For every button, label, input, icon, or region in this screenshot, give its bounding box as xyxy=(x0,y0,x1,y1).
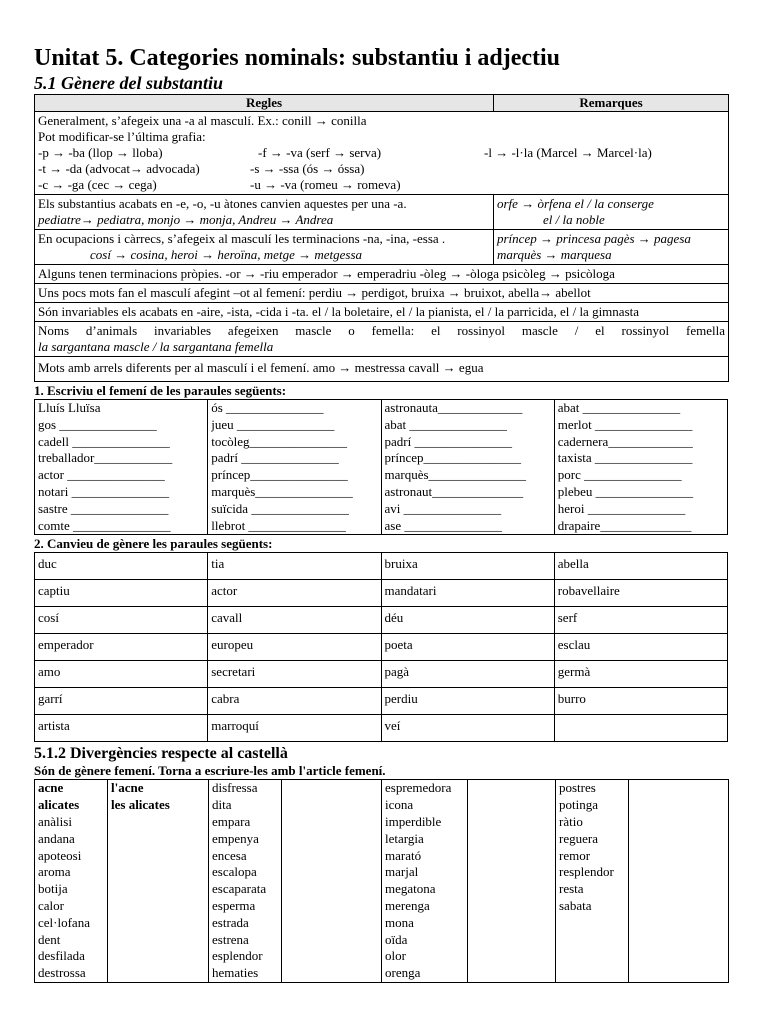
list-item: cadernera_____________ xyxy=(557,433,693,449)
list-item: apoteosi xyxy=(38,847,82,863)
table-cell: tia xyxy=(208,553,381,580)
exercise1-column xyxy=(554,400,727,535)
list-item: hematies xyxy=(212,965,259,981)
table-cell: captiu xyxy=(35,580,208,607)
list-item: reguera xyxy=(559,830,598,846)
list-item: megatona xyxy=(385,881,436,897)
table-cell: cabra xyxy=(208,688,381,715)
list-item: abat _______________ xyxy=(384,416,507,432)
table-cell: abella xyxy=(554,553,727,580)
list-item: resplendor xyxy=(559,864,614,880)
rule-line: En ocupacions i càrrecs, s’afegeix al masculí les terminacions -na, -ina, -essa . xyxy=(38,231,446,246)
list-item: plebeu _______________ xyxy=(557,483,694,499)
list-item: notari _______________ xyxy=(38,483,170,499)
divergences-column xyxy=(556,780,629,983)
list-item: llebrot _______________ xyxy=(211,517,346,533)
remark-line: príncep → princesa pagès → pagesa xyxy=(497,231,691,246)
list-item: taxista _______________ xyxy=(557,450,693,466)
list-item: imperdible xyxy=(385,813,442,829)
rule-example: -u → -va (romeu → romeva) xyxy=(250,177,401,192)
exercise1-column xyxy=(208,400,381,535)
remark-line: marquès → marquesa xyxy=(497,247,612,262)
exercise1-heading: 1. Escriviu el femení de les paraules següents: xyxy=(34,383,287,398)
list-item: calor xyxy=(38,897,64,913)
list-item: ase _______________ xyxy=(384,517,502,533)
table-cell: mandatari xyxy=(381,580,554,607)
list-item: alicates xyxy=(38,797,80,813)
rule-line: Pot modificar-se l’última grafia: xyxy=(38,129,206,144)
table-cell: duc xyxy=(35,553,208,580)
list-item: icona xyxy=(385,797,414,813)
table-cell: déu xyxy=(381,607,554,634)
exercise2-heading: 2. Canvieu de gènere les paraules següents: xyxy=(34,536,273,552)
list-item: suïcida _______________ xyxy=(211,500,349,516)
rule-ot: Uns pocs mots fan el masculí afegint –ot al femení: perdiu → perdigot, bruixa → bruixot, abella→ abellot xyxy=(35,284,729,303)
list-item: padrí _______________ xyxy=(211,450,339,466)
rule-invariable: Són invariables els acabats en -aire, -ista, -cida i -ta. el / la boletaire, el / la pianista, el / la parricida, el / la gimnasta xyxy=(35,303,729,322)
table-cell: serf xyxy=(554,607,727,634)
exercise2-table xyxy=(34,552,728,742)
rule-example: pediatre→ pediatra, monjo → monja, Andreu → Andrea xyxy=(38,212,334,227)
list-item: ràtio xyxy=(559,813,583,829)
rules-table xyxy=(34,94,729,382)
list-item: anàlisi xyxy=(38,813,72,829)
table-cell: perdiu xyxy=(381,688,554,715)
list-item: merlot _______________ xyxy=(557,416,693,432)
list-item: padrí _______________ xyxy=(384,433,512,449)
table-cell: cavall xyxy=(208,607,381,634)
list-item: resta xyxy=(559,881,584,897)
list-item: desfilada xyxy=(38,948,85,964)
remarks-header: Remarques xyxy=(494,95,729,112)
list-item: astronaut______________ xyxy=(384,483,524,499)
rule-own-endings: Alguns tenen terminacions pròpies. -or → -riu emperador → emperadriu -òleg → -òloga psicòleg → psicòloga xyxy=(35,265,729,284)
rule-example: -f → -va (serf → serva) xyxy=(258,145,382,160)
list-item: Lluís Lluïsa xyxy=(38,400,101,415)
list-item: letargia xyxy=(385,830,424,846)
list-item: empenya xyxy=(212,830,259,846)
list-item: cel·lofana xyxy=(38,914,90,930)
list-item: ós _______________ xyxy=(211,400,324,415)
list-item: treballador____________ xyxy=(38,450,173,466)
table-cell: esclau xyxy=(554,634,727,661)
answer-column xyxy=(108,780,209,983)
table-cell: pagà xyxy=(381,661,554,688)
list-item: espremedora xyxy=(385,780,452,796)
table-cell: europeu xyxy=(208,634,381,661)
exercise1-column xyxy=(381,400,554,535)
list-item: escalopa xyxy=(212,864,257,880)
list-item: esperma xyxy=(212,897,256,913)
table-cell: poeta xyxy=(381,634,554,661)
list-item: sabata xyxy=(559,897,592,913)
table-cell xyxy=(554,715,727,742)
table-cell: robavellaire xyxy=(554,580,727,607)
exercise1-table xyxy=(34,399,728,535)
list-item: potinga xyxy=(559,797,598,813)
list-item: escaparata xyxy=(212,881,267,897)
rule-animals xyxy=(35,322,729,357)
list-item: olor xyxy=(385,948,406,964)
list-item: avi _______________ xyxy=(384,500,502,516)
list-item: botija xyxy=(38,881,68,897)
answer-column xyxy=(468,780,556,983)
table-cell: germà xyxy=(554,661,727,688)
list-item: merenga xyxy=(385,897,430,913)
list-item: mona xyxy=(385,914,414,930)
list-item: sastre _______________ xyxy=(38,500,169,516)
table-cell: actor xyxy=(208,580,381,607)
list-item: destrossa xyxy=(38,965,86,981)
list-item: abat _______________ xyxy=(557,400,681,415)
section512-subheading: Són de gènere femení. Torna a escriure-les amb l'article femení. xyxy=(34,763,386,779)
table-cell: cosí xyxy=(35,607,208,634)
rule-example-row xyxy=(38,145,725,161)
list-item: marquès_______________ xyxy=(211,483,353,499)
rule-line: Els substantius acabats en -e, -o, -u àtones canvien aquestes per una -a. xyxy=(38,196,407,211)
rule-example: cosí → cosina, heroi → heroïna, metge → metgessa xyxy=(90,247,362,262)
list-item: estrena xyxy=(212,931,249,947)
rule-example-row xyxy=(38,161,725,177)
list-item: marquès_______________ xyxy=(384,467,527,483)
list-item: encesa xyxy=(212,847,247,863)
rule-example: -p → -ba (llop → lloba) xyxy=(38,145,163,160)
list-item: príncep_______________ xyxy=(211,467,348,483)
answer-column xyxy=(629,780,729,983)
list-item: príncep_______________ xyxy=(384,450,521,466)
divergences-column xyxy=(35,780,108,983)
list-item: orenga xyxy=(385,965,421,981)
remark-occupations xyxy=(494,230,729,265)
list-item: dent xyxy=(38,931,61,947)
list-item: oïda xyxy=(385,931,408,947)
list-item: estrada xyxy=(212,914,249,930)
list-item: dita xyxy=(212,797,232,813)
table-cell: marroquí xyxy=(208,715,381,742)
list-item: astronauta_____________ xyxy=(384,400,523,415)
table-cell: veí xyxy=(381,715,554,742)
list-item: disfressa xyxy=(212,780,258,796)
rules-header: Regles xyxy=(35,95,494,112)
rule-example: -l → -l·la (Marcel → Marcel·la) xyxy=(484,145,652,160)
table-cell: secretari xyxy=(208,661,381,688)
rule-example: -c → -ga (cec → cega) xyxy=(38,177,157,192)
rule-line: Noms d’animals invariables afegeixen mascle o femella: el rossinyol mascle / el rossinyol femella xyxy=(38,323,725,338)
rule-occupations xyxy=(35,230,494,265)
rule-example: la sargantana mascle / la sargantana femella xyxy=(38,339,274,354)
table-cell: burro xyxy=(554,688,727,715)
exercise1-column xyxy=(35,400,208,535)
table-cell: amo xyxy=(35,661,208,688)
rule-example: -s → -ssa (ós → óssa) xyxy=(250,161,365,176)
table-cell: garrí xyxy=(35,688,208,715)
list-item: marjal xyxy=(385,864,419,880)
list-item: tocòleg_______________ xyxy=(211,433,348,449)
list-item: acne xyxy=(38,780,64,796)
table-cell: emperador xyxy=(35,634,208,661)
list-item: andana xyxy=(38,830,75,846)
table-cell: bruixa xyxy=(381,553,554,580)
answer-column xyxy=(282,780,382,983)
rule-general xyxy=(35,112,729,195)
list-item: comte _______________ xyxy=(38,517,171,533)
list-item: heroi _______________ xyxy=(557,500,686,516)
remark-line: el / la noble xyxy=(543,212,605,227)
rule-example: -t → -da (advocat→ advocada) xyxy=(38,161,200,176)
rule-different-roots: Mots amb arrels diferents per al masculí i el femení. amo → mestressa cavall → egua xyxy=(35,357,729,382)
rule-vowels xyxy=(35,195,494,230)
divergences-table xyxy=(34,779,729,983)
list-item: cadell _______________ xyxy=(38,433,170,449)
list-item: esplendor xyxy=(212,948,263,964)
divergences-column xyxy=(382,780,468,983)
divergences-column xyxy=(209,780,282,983)
page-title: Unitat 5. Categories nominals: substantiu i adjectiu xyxy=(34,45,561,71)
remark-vowels xyxy=(494,195,729,230)
rule-example-row xyxy=(38,177,725,193)
list-item: actor _______________ xyxy=(38,467,165,483)
section512-heading: 5.1.2 Divergències respecte al castellà xyxy=(34,745,288,763)
list-item: gos _______________ xyxy=(38,416,157,432)
table-cell: artista xyxy=(35,715,208,742)
list-item: les alicates xyxy=(111,797,170,813)
list-item: empara xyxy=(212,813,251,829)
list-item: aroma xyxy=(38,864,71,880)
list-item: remor xyxy=(559,847,591,863)
list-item: jueu _______________ xyxy=(211,416,335,432)
list-item: drapaire______________ xyxy=(557,517,692,533)
list-item: postres xyxy=(559,780,596,796)
page xyxy=(34,44,728,983)
list-item: l'acne xyxy=(111,780,144,796)
list-item: marató xyxy=(385,847,422,863)
remark-line: orfe → òrfena el / la conserge xyxy=(497,196,654,211)
section-title: 5.1 Gènere del substantiu xyxy=(34,73,224,93)
list-item: porc _______________ xyxy=(557,467,682,483)
rule-line: Generalment, s’afegeix una -a al masculí. Ex.: conill → conilla xyxy=(38,113,367,128)
